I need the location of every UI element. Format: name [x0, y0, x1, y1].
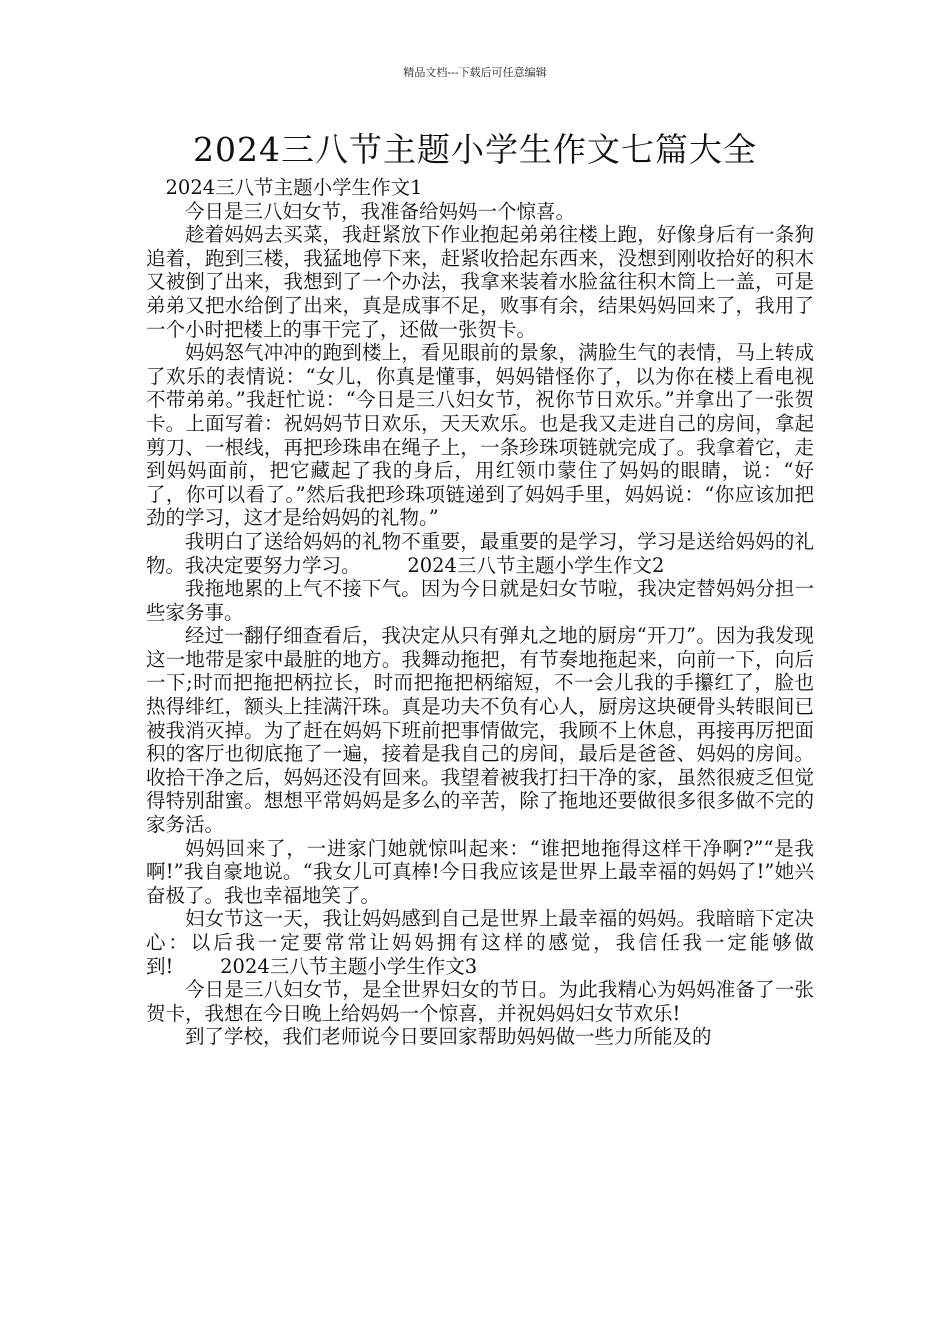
essay-subheading: 2024三八节主题小学生作文3: [220, 954, 478, 978]
body-paragraph: 趁着妈妈去买菜，我赶紧放下作业抱起弟弟往楼上跑，好像身后有一条狗追着，跑到三楼，我猛地停下来，赶紧收拾起东西来，没想到刚收拾好的积木又被倒了出来，我想到了一个办法，我拿来装着水脸盆往积木筒上一盖，可是弟弟又把水给倒了出来，真是成事不足，败事有余，结果妈妈回来了，我用了一个小时把楼上的事干完了，还做一张贺卡。: [146, 223, 814, 341]
body-paragraph: 妇女节这一天，我让妈妈感到自己是世界上最幸福的妈妈。我暗暗下定决心：以后我一定要常常让妈妈拥有这样的感觉，我信任我一定能够做到! 2024三八节主题小学生作文3: [146, 907, 814, 978]
body-paragraph: 妈妈怒气冲冲的跑到楼上，看见眼前的景象，满脸生气的表情，马上转成了欢乐的表情说：“女儿，你真是懂事，妈妈错怪你了，以为你在楼上看电视不带弟弟。”我赶忙说：“今日是三八妇女节，祝你节日欢乐。”并拿出了一张贺卡。上面写着：祝妈妈节日欢乐，天天欢乐。也是我又走进自己的房间，拿起剪刀、一根线，再把珍珠串在绳子上，一条珍珠项链就完成了。我拿着它，走到妈妈面前，把它藏起了我的身后，用红领巾蒙住了妈妈的眼睛，说：“好了，你可以看了。”然后我把珍珠项链递到了妈妈手里，妈妈说：“你应该加把劲的学习，这才是给妈妈的礼物。”: [146, 341, 814, 530]
body-paragraph: 我明白了送给妈妈的礼物不重要，最重要的是学习，学习是送给妈妈的礼物。我决定要努力学习。 2024三八节主题小学生作文2: [146, 529, 814, 577]
essay-subheading: 2024三八节主题小学生作文2: [407, 553, 665, 577]
document-body: [146, 176, 814, 1049]
body-paragraph: 我拖地累的上气不接下气。因为今日就是妇女节啦，我决定替妈妈分担一些家务事。: [146, 577, 814, 624]
page-header-note: 精品文档---下载后可任意编辑: [403, 66, 547, 79]
document-title: 2024三八节主题小学生作文七篇大全: [193, 130, 757, 169]
body-paragraph: 到了学校，我们老师说今日要回家帮助妈妈做一些力所能及的: [185, 1025, 712, 1049]
body-paragraph: 经过一翻仔细查看后，我决定从只有弹丸之地的厨房“开刀”。因为我发现这一地带是家中最脏的地方。我舞动拖把，有节奏地拖起来，向前一下，向后一下;时而把拖把柄拉长，时而把拖把柄缩短，不一会儿我的手攥红了，脸也热得绯红，额头上挂满汗珠。真是功夫不负有心人，厨房这块硬骨头转眼间已被我消灭掉。为了赶在妈妈下班前把事情做完，我顾不上休息，再接再厉把面积的客厅也彻底拖了一遍，接着是我自己的房间，最后是爸爸、妈妈的房间。收拾干净之后，妈妈还没有回来。我望着被我打扫干净的家，虽然很疲乏但觉得特别甜蜜。想想平常妈妈是多么的辛苦，除了拖地还要做很多很多做不完的家务活。: [146, 624, 814, 837]
body-paragraph: 今日是三八妇女节，是全世界妇女的节日。为此我精心为妈妈准备了一张贺卡，我想在今日晚上给妈妈一个惊喜，并祝妈妈妇女节欢乐!: [146, 978, 814, 1025]
essay-subheading: 2024三八节主题小学生作文1: [165, 176, 423, 199]
body-paragraph: 今日是三八妇女节，我准备给妈妈一个惊喜。: [185, 199, 576, 223]
body-paragraph: 妈妈回来了，一进家门她就惊叫起来：“谁把地拖得这样干净啊?”“是我啊!”我自豪地说。“我女儿可真棒!今日我应该是世界上最幸福的妈妈了!”她兴奋极了。我也幸福地笑了。: [146, 836, 814, 907]
